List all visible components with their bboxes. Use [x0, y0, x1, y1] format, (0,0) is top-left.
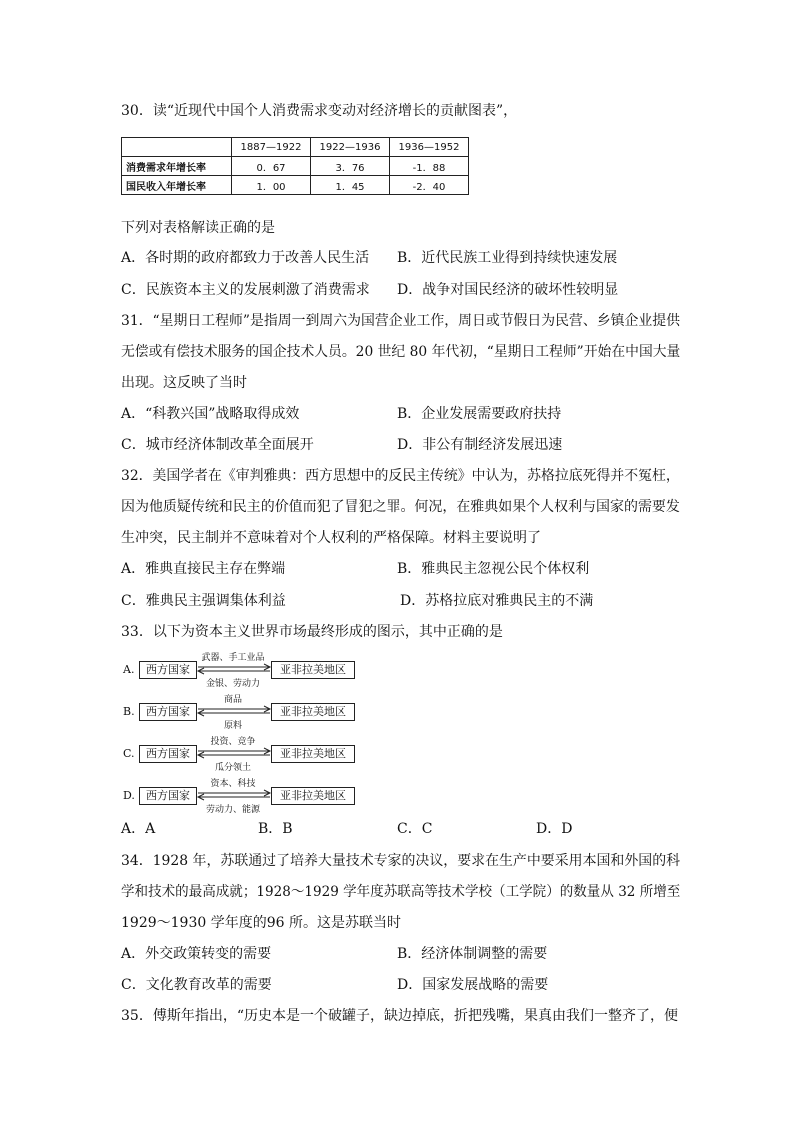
q34-option-a[interactable]: A．外交政策转变的需要 — [121, 946, 272, 962]
table-header-row — [122, 138, 469, 157]
q30-stem: 30．读“近现代中国个人消费需求变动对经济增长的贡献图表”， — [121, 103, 518, 119]
diagram-top-label: 投资、竞争 — [210, 737, 256, 747]
q32-line: 32．美国学者在《审判雅典：西方思想中的反民主传统》中认为，苏格拉底死得并不冤枉， — [121, 468, 680, 484]
table-cell: 1．45 — [311, 176, 390, 195]
diagram-bottom-label: 瓜分领土 — [214, 763, 251, 773]
bidirectional-arrow-icon — [196, 745, 272, 761]
q32-option-c[interactable]: C．雅典民主强调集体利益 — [121, 593, 286, 609]
q33-stem: 33．以下为资本主义世界市场最终形成的图示，其中正确的是 — [121, 624, 503, 640]
western-countries-box: 西方国家 — [139, 787, 197, 805]
table-header-cell: 1922—1936 — [311, 138, 390, 157]
q32-option-d[interactable]: D．苏格拉底对雅典民主的不满 — [400, 593, 594, 609]
bidirectional-arrow-icon — [196, 787, 272, 803]
table-cell: -2．40 — [390, 176, 469, 195]
q30-option-b[interactable]: B．近代民族工业得到持续快速发展 — [397, 250, 618, 266]
q33-diagram-c — [121, 736, 361, 773]
q34-line: 1929～1930 学年度的96 所。这是苏联当时 — [121, 915, 401, 931]
table-row — [122, 157, 469, 176]
diagram-letter: B. — [123, 705, 135, 718]
table-header-cell — [122, 138, 232, 157]
q33-option-a[interactable]: A．A — [121, 821, 156, 837]
consumption-growth-table — [121, 137, 469, 195]
q34-option-b[interactable]: B．经济体制调整的需要 — [397, 946, 548, 962]
q33-diagram-d — [121, 778, 361, 815]
q34-option-d[interactable]: D．国家发展战略的需要 — [397, 977, 549, 993]
diagram-letter: D. — [123, 789, 135, 802]
asia-africa-latin-america-box: 亚非拉美地区 — [271, 661, 355, 679]
q30-question: 下列对表格解读正确的是 — [121, 220, 275, 236]
table-cell: 国民收入年增长率 — [122, 176, 232, 195]
diagram-bottom-label: 劳动力、能源 — [205, 805, 260, 815]
q31-option-b[interactable]: B．企业发展需要政府扶持 — [397, 406, 562, 422]
diagram-bottom-label: 原料 — [223, 721, 242, 731]
western-countries-box: 西方国家 — [139, 745, 197, 763]
table-cell: 0．67 — [232, 157, 311, 176]
diagram-top-label: 资本、科技 — [210, 779, 256, 789]
q32-line: 生冲突，民主制并不意味着对个人权利的严格保障。材料主要说明了 — [121, 530, 541, 546]
diagram-letter: C. — [123, 747, 135, 760]
asia-africa-latin-america-box: 亚非拉美地区 — [271, 787, 355, 805]
table-cell: -1．88 — [390, 157, 469, 176]
table-cell: 3．76 — [311, 157, 390, 176]
q33-option-b[interactable]: B．B — [258, 821, 293, 837]
q33-option-c[interactable]: C．C — [397, 821, 433, 837]
bidirectional-arrow-icon — [196, 661, 272, 677]
q35-line: 35．傅斯年指出，“历史本是一个破罐子，缺边掉底，折把残嘴，果真由我们一整齐了，便 — [121, 1008, 678, 1024]
western-countries-box: 西方国家 — [139, 661, 197, 679]
diagram-bottom-label: 金银、劳动力 — [205, 679, 260, 689]
table-header-cell: 1887—1922 — [232, 138, 311, 157]
q32-option-a[interactable]: A．雅典直接民主存在弊端 — [121, 561, 286, 577]
q34-line: 学和技术的最高成就；1928～1929 学年度苏联高等技术学校（工学院）的数量从 32 所增至 — [121, 884, 681, 900]
table-cell: 1．00 — [232, 176, 311, 195]
q30-option-a[interactable]: A．各时期的政府都致力于改善人民生活 — [121, 250, 370, 266]
diagram-top-label: 商品 — [223, 695, 242, 705]
asia-africa-latin-america-box: 亚非拉美地区 — [271, 745, 355, 763]
diagram-top-label: 武器、手工业品 — [201, 653, 265, 663]
bidirectional-arrow-icon — [196, 703, 272, 719]
q31-option-d[interactable]: D．非公有制经济发展迅速 — [397, 437, 563, 453]
q31-option-a[interactable]: A．“科教兴国”战略取得成效 — [121, 406, 300, 422]
table-header-cell: 1936—1952 — [390, 138, 469, 157]
q32-line: 因为他质疑传统和民主的价值而犯了冒犯之罪。何况，在雅典如果个人权利与国家的需要发 — [121, 499, 680, 515]
q34-option-c[interactable]: C．文化教育改革的需要 — [121, 977, 272, 993]
q33-diagram-a — [121, 652, 361, 689]
q31-line: 无偿或有偿技术服务的国企技术人员。20 世纪 80 年代初，“星期日工程师”开始在中国大量 — [121, 344, 681, 360]
table-row — [122, 176, 469, 195]
q32-option-b[interactable]: B．雅典民主忽视公民个体权利 — [397, 561, 590, 577]
q33-option-d[interactable]: D．D — [536, 821, 573, 837]
q31-line: 出现。这反映了当时 — [121, 375, 247, 391]
asia-africa-latin-america-box: 亚非拉美地区 — [271, 703, 355, 721]
q30-option-d[interactable]: D．战争对国民经济的破坏性较明显 — [397, 282, 619, 298]
q30-option-c[interactable]: C．民族资本主义的发展刺激了消费需求 — [121, 282, 370, 298]
diagram-letter: A. — [123, 663, 135, 676]
western-countries-box: 西方国家 — [139, 703, 197, 721]
q31-line: 31．“星期日工程师”是指周一到周六为国营企业工作，周日或节假日为民营、乡镇企业提供 — [121, 313, 681, 329]
q34-line: 34．1928 年，苏联通过了培养大量技术专家的决议，要求在生产中要采用本国和外国的科 — [121, 853, 681, 869]
q33-diagram-b — [121, 694, 361, 731]
q31-option-c[interactable]: C．城市经济体制改革全面展开 — [121, 437, 314, 453]
table-cell: 消费需求年增长率 — [122, 157, 232, 176]
